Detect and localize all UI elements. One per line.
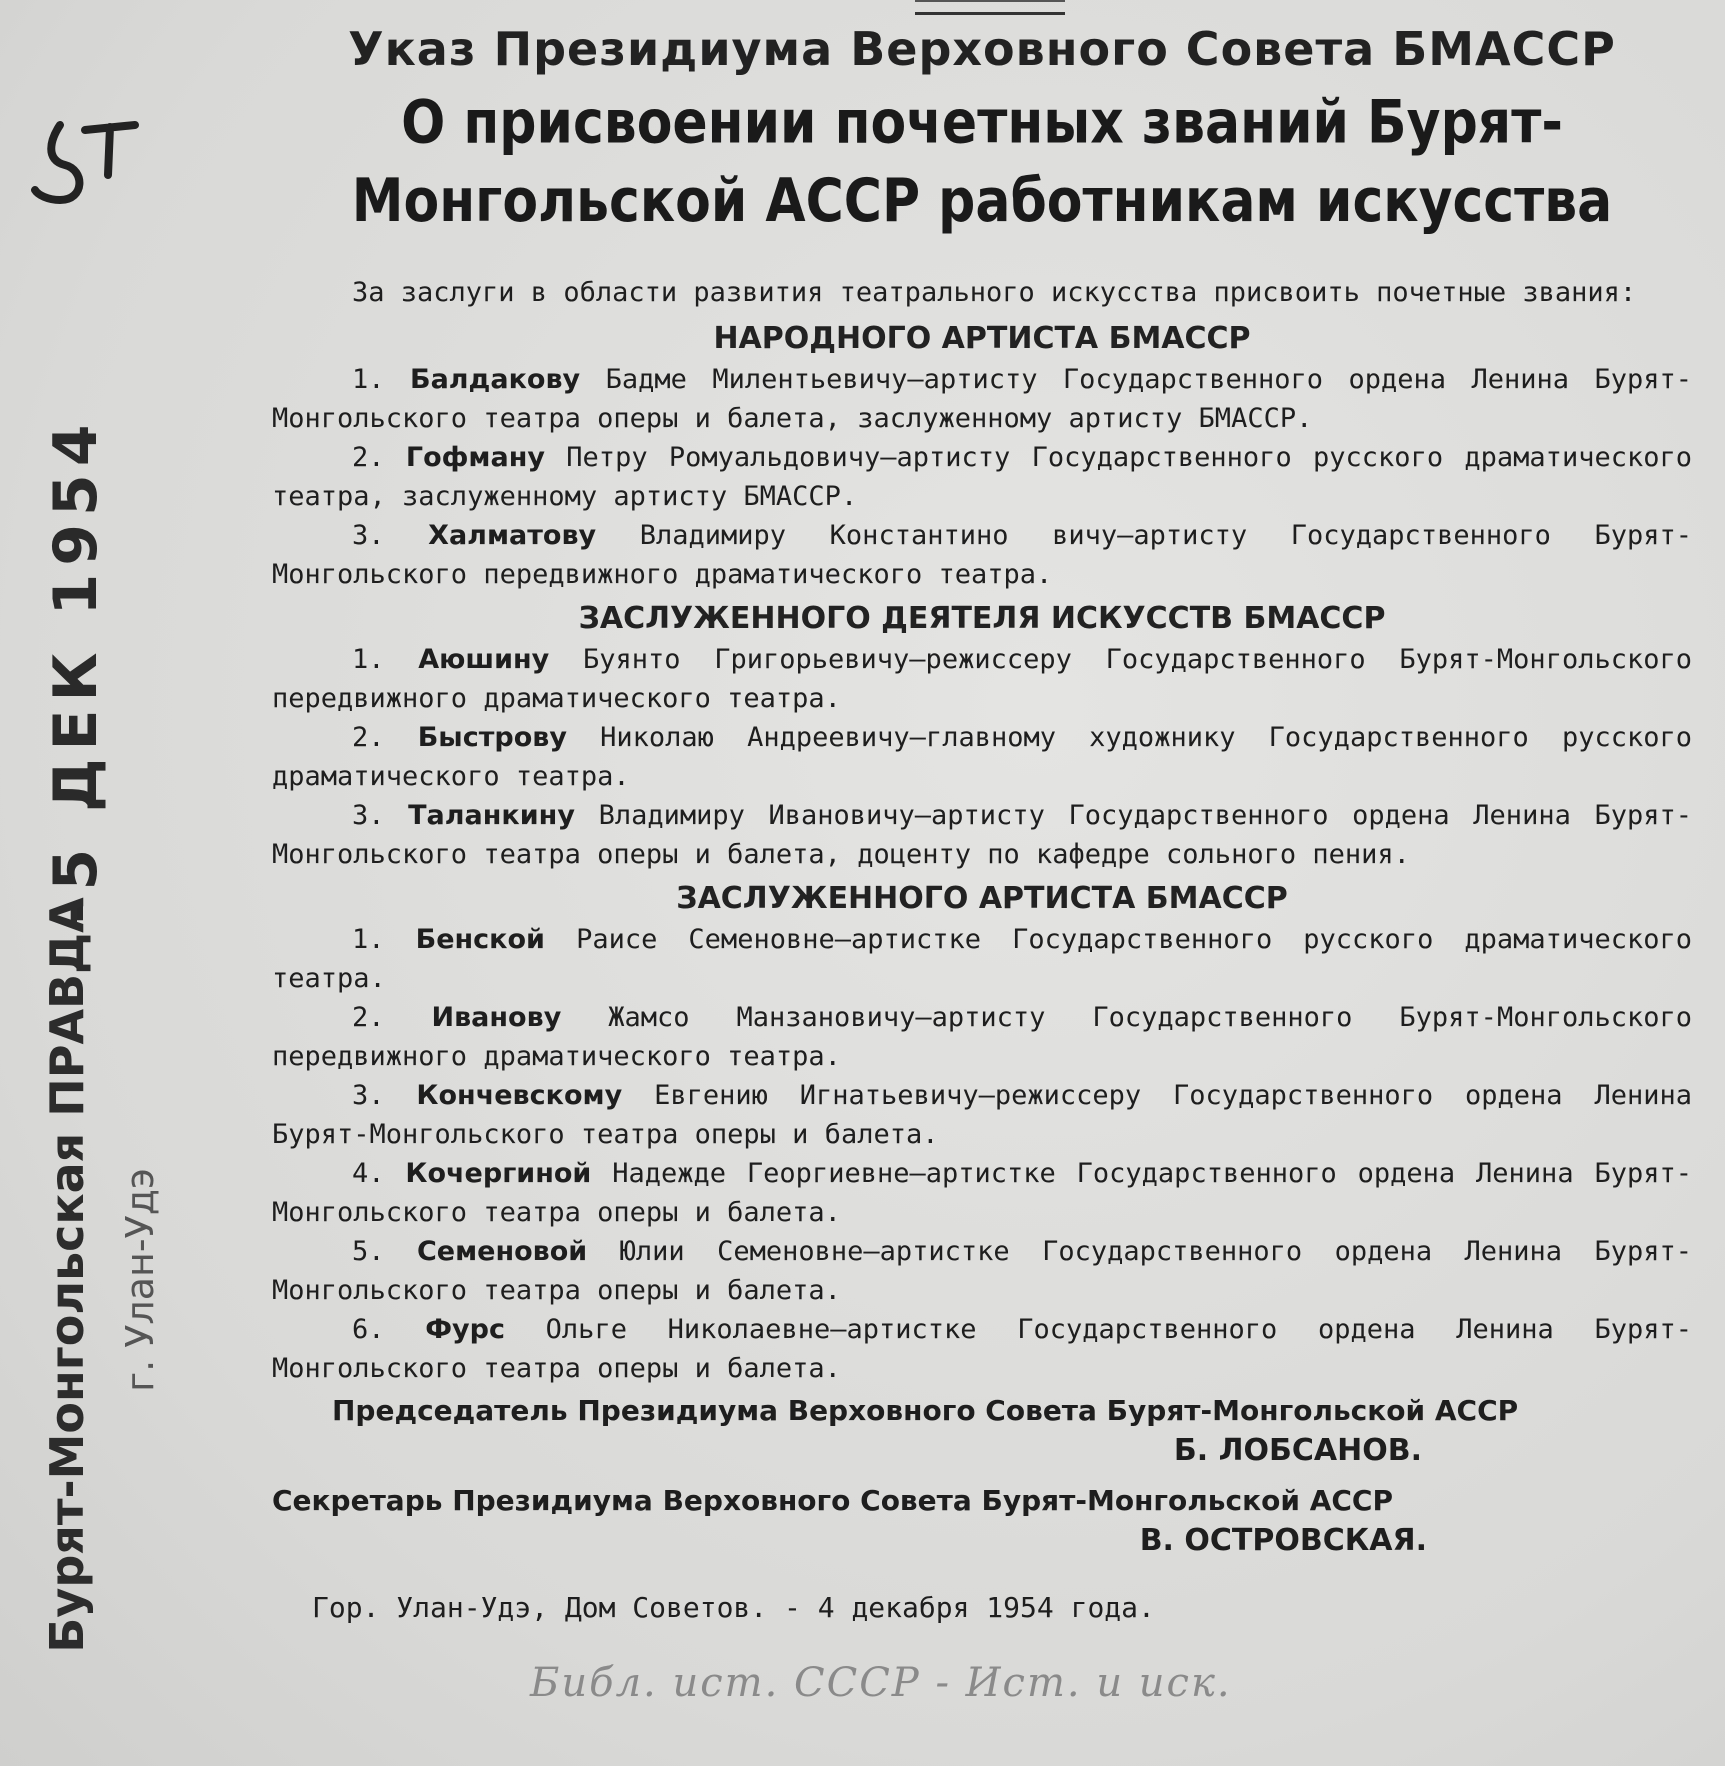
item-text: Раисе Семеновне—артистке Государственного русского драматического театра. [272,924,1692,994]
newspaper-stamp: Бурят-Монгольская ПРАВДА [40,897,94,1653]
award-item [272,796,1692,874]
item-text: Николаю Андреевичу—главному художнику Государственного русского драматического театра. [272,722,1692,792]
item-text: Петру Ромуальдовичу—артисту Государственного русского драматического театра, заслуженному артисту БМАССР. [272,442,1692,512]
secretary-name: В. ОСТРОВСКАЯ. [1139,1523,1427,1558]
award-item [272,640,1692,718]
item-number: 5. [352,1236,385,1267]
item-number: 6. [352,1314,385,1345]
item-text: Буянто Григорьевичу—режиссеру Государственного Бурят-Монгольского передвижного драматического театра. [272,644,1692,714]
date-stamp: -5 ДЕК 1954 [41,416,111,924]
item-surname: Семеновой [416,1236,588,1267]
award-item [272,438,1692,516]
chairman-title: Председатель Президиума Верховного Совета Бурят-Монгольской АССР [332,1394,1519,1427]
item-number: 3. [352,800,385,831]
item-surname: Фурс [425,1314,505,1345]
award-item [272,718,1692,796]
item-text: Надежде Георгиевне—артистке Государственного ордена Ленина Бурят-Монгольского театра оперы и балета. [272,1158,1692,1228]
award-item [272,360,1692,438]
award-item [272,1076,1692,1154]
item-number: 3. [352,1080,385,1111]
place-and-date: Гор. Улан-Удэ, Дом Советов. - 4 декабря 1954 года. [312,1591,1155,1624]
item-surname: Гофману [405,442,545,473]
item-surname: Кочергиной [405,1158,592,1189]
archive-number-mark [30,105,140,225]
chairman-name: Б. ЛОБСАНОВ. [1173,1433,1422,1468]
decree-content [272,18,1692,1628]
section-title: НАРОДНОГО АРТИСТА БМАССР [713,321,1251,356]
section-title: ЗАСЛУЖЕННОГО АРТИСТА БМАССР [676,881,1288,916]
item-surname: Балдакову [409,364,581,395]
item-text: Владимиру Константино вичу—артисту Государственного Бурят-Монгольского передвижного драматического театра. [272,520,1693,590]
item-number: 4. [352,1158,385,1189]
item-surname: Кончевскому [416,1080,623,1111]
item-number: 1. [352,924,385,955]
item-surname: Бенской [415,924,545,955]
item-text: Жамсо Манзановичу—артисту Государственного Бурят-Монгольского передвижного драматического театра. [272,1002,1693,1072]
award-item [272,1310,1692,1388]
sections [272,318,1692,1388]
decree-title: Указ Президиума Верховного Совета БМАССР [348,22,1616,76]
item-text: Владимиру Ивановичу—артисту Государственного ордена Ленина Бурят-Монгольского театра оперы и балета, доценту по кафедре сольного пения. [272,800,1692,870]
item-surname: Аюшину [418,644,550,675]
city-stamp: г. Улан-Удэ [118,1168,162,1392]
award-item [272,1154,1692,1232]
item-text: Бадме Милентьевичу—артисту Государственного ордена Ленина Бурят-Монгольского театра оперы и балета, заслуженному артисту БМАССР. [272,364,1692,434]
item-text: Ольге Николаевне—артистке Государственного ордена Ленина Бурят-Монгольского театра оперы и балета. [272,1314,1693,1384]
item-number: 1. [352,644,385,675]
item-text: Евгению Игнатьевичу—режиссеру Государственного ордена Ленина Бурят-Монгольского театра оперы и балета. [272,1080,1692,1150]
item-surname: Халматову [428,520,597,551]
secretary-title: Секретарь Президиума Верховного Совета Бурят-Монгольской АССР [272,1484,1393,1517]
item-surname: Иванову [431,1002,562,1033]
award-item [272,1232,1692,1310]
award-item [272,920,1692,998]
item-number: 1. [352,364,385,395]
award-item [272,998,1692,1076]
item-surname: Быстрову [417,722,567,753]
intro-paragraph: За заслуги в области развития театрального искусства присвоить почетные звания: [352,277,1637,308]
item-number: 2. [352,1002,385,1033]
award-item [272,516,1692,594]
signatures [272,1392,1692,1562]
item-number: 2. [352,442,385,473]
item-number: 3. [352,520,385,551]
section-title: ЗАСЛУЖЕННОГО ДЕЯТЕЛЯ ИСКУССТВ БМАССР [578,601,1386,636]
top-rule [915,0,1065,15]
item-number: 2. [352,722,385,753]
item-surname: Таланкину [408,800,575,831]
headline: О присвоении почетных званий Бурят-Монгольской АССР работникам искусства [351,88,1613,236]
handwritten-note: Библ. ист. СССР - Ист. и иск. [530,1660,1232,1706]
item-text: Юлии Семеновне—артистке Государственного ордена Ленина Бурят-Монгольского театра оперы и балета. [272,1236,1692,1306]
